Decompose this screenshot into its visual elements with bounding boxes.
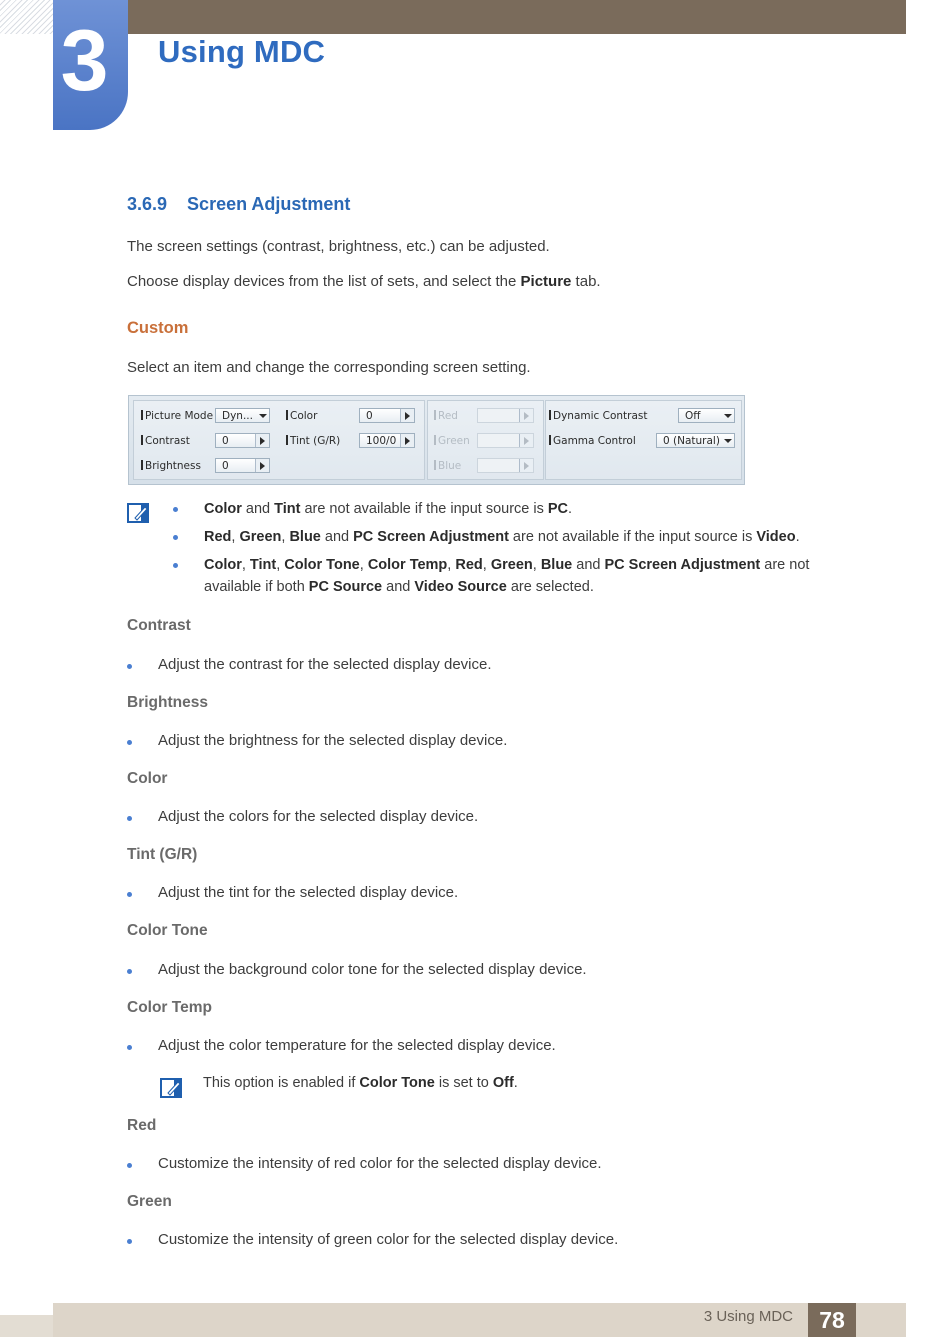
green-slider-field[interactable] xyxy=(477,433,534,448)
brightness-label: Brightness xyxy=(141,458,201,474)
item-heading-green: Green xyxy=(127,1193,172,1210)
green-label: Green xyxy=(434,433,470,449)
chevron-down-icon xyxy=(721,434,734,447)
arrow-right-icon xyxy=(255,434,269,447)
arrow-right-icon xyxy=(519,434,533,447)
brightness-slider-field[interactable]: 0 xyxy=(215,458,270,473)
chevron-down-icon xyxy=(721,409,734,422)
page-number: 78 xyxy=(808,1303,856,1337)
custom-heading: Custom xyxy=(127,319,189,337)
color-slider-field[interactable]: 0 xyxy=(359,408,415,423)
item-heading-brightness: Brightness xyxy=(127,694,208,711)
arrow-right-icon xyxy=(400,409,414,422)
note-item: Color, Tint, Color Tone, Color Temp, Red, Green, Blue and PC Screen Adjustment are not available if both PC Source and Video Source are selected. xyxy=(173,554,833,598)
section-number: 3.6.9 xyxy=(127,194,168,214)
footer-chapter-label: 3 Using MDC xyxy=(703,1308,793,1325)
item-heading-red: Red xyxy=(127,1117,157,1134)
arrow-right-icon xyxy=(519,409,533,422)
arrow-right-icon xyxy=(400,434,414,447)
item-heading-color: Color xyxy=(127,770,168,787)
note-item: Color and Tint are not available if the input source is PC. xyxy=(173,498,833,520)
picture-mode-dropdown[interactable]: Dyn... xyxy=(215,408,270,423)
picture-tab-ref: Picture xyxy=(520,273,572,290)
red-slider-field[interactable] xyxy=(477,408,534,423)
color-temp-note: This option is enabled if Color Tone is set to Off. xyxy=(203,1075,518,1091)
item-heading-color-tone: Color Tone xyxy=(127,922,208,939)
blue-label: Blue xyxy=(434,458,461,474)
color-label: Color xyxy=(286,408,317,424)
blue-slider-field[interactable] xyxy=(477,458,534,473)
item-heading-color-temp: Color Temp xyxy=(127,999,212,1016)
chapter-number-tab xyxy=(53,0,128,130)
note-pencil-icon xyxy=(160,1078,182,1098)
footer-left-strip xyxy=(0,1315,53,1337)
item-heading-contrast: Contrast xyxy=(127,617,191,634)
corner-hatch xyxy=(0,0,53,34)
tint-label: Tint (G/R) xyxy=(286,433,340,449)
arrow-right-icon xyxy=(255,459,269,472)
tint-slider-field[interactable]: 100/0 xyxy=(359,433,415,448)
dynamic-contrast-dropdown[interactable]: Off xyxy=(678,408,735,423)
section-heading xyxy=(127,194,350,215)
gamma-control-dropdown[interactable]: 0 (Natural) xyxy=(656,433,735,448)
picture-mode-label: Picture Mode xyxy=(141,408,213,424)
intro-paragraph-1: The screen settings (contrast, brightness, etc.) can be adjusted. xyxy=(127,238,550,255)
item-heading-tint: Tint (G/R) xyxy=(127,846,198,863)
header-bar xyxy=(53,0,906,34)
note-pencil-icon xyxy=(127,503,149,523)
contrast-label: Contrast xyxy=(141,433,190,449)
chevron-down-icon xyxy=(256,409,269,422)
chapter-title: Using MDC xyxy=(158,34,326,69)
custom-description: Select an item and change the corresponding screen setting. xyxy=(127,359,531,376)
gamma-control-label: Gamma Control xyxy=(549,433,636,449)
contrast-slider-field[interactable]: 0 xyxy=(215,433,270,448)
note-item: Red, Green, Blue and PC Screen Adjustment are not available if the input source is Video. xyxy=(173,526,833,548)
arrow-right-icon xyxy=(519,459,533,472)
red-label: Red xyxy=(434,408,458,424)
section-title: Screen Adjustment xyxy=(187,194,351,214)
intro-paragraph-2: Choose display devices from the list of sets, and select the Picture tab. xyxy=(127,273,601,290)
note-list xyxy=(173,498,833,604)
dynamic-contrast-label: Dynamic Contrast xyxy=(549,408,648,424)
picture-settings-panel xyxy=(128,395,745,485)
chapter-number: 3 xyxy=(60,13,109,109)
